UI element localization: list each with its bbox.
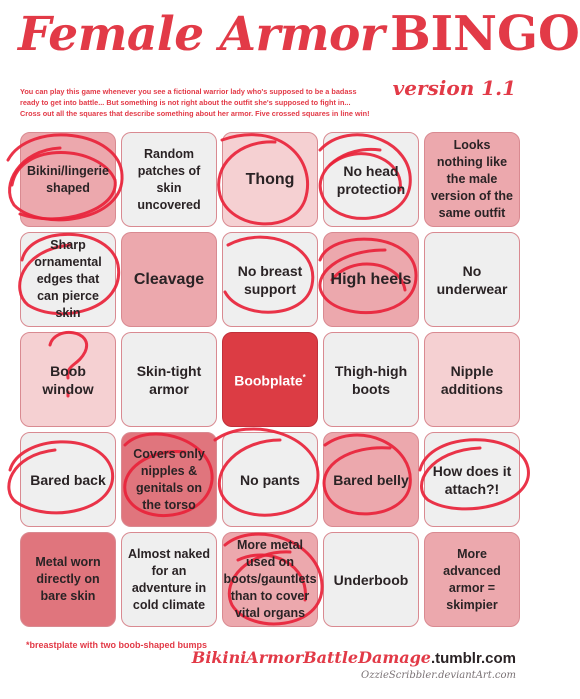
- bingo-grid: [20, 132, 520, 627]
- cell-label: Bikini/lingerie shaped: [27, 163, 109, 195]
- bingo-cell[interactable]: [121, 432, 217, 527]
- bingo-cell[interactable]: [222, 132, 318, 227]
- bingo-cell[interactable]: [323, 432, 419, 527]
- cell-label: More advanced armor = skimpier: [443, 546, 501, 612]
- bingo-cell[interactable]: [222, 232, 318, 327]
- cell-label: No head protection: [336, 162, 406, 197]
- bingo-cell[interactable]: [424, 232, 520, 327]
- cell-label: How does it attach?!: [432, 462, 512, 497]
- bingo-cell[interactable]: [121, 232, 217, 327]
- bingo-cell[interactable]: [424, 132, 520, 227]
- title-script: Female Armor: [18, 7, 385, 62]
- intro-line-1: You can play this game whenever you see a fictional warrior lady who's supposed to be a badass: [20, 87, 357, 96]
- bingo-cell[interactable]: [121, 132, 217, 227]
- page-title: [18, 6, 580, 78]
- bingo-cell[interactable]: [323, 332, 419, 427]
- version-label: version 1.1: [392, 76, 516, 100]
- bingo-cell[interactable]: [424, 532, 520, 627]
- intro-line-2: ready to get into battle... But something is not right about the outfit she's supposed to fight in...: [20, 98, 351, 107]
- bingo-cell[interactable]: [424, 432, 520, 527]
- cell-label: Underboob: [333, 571, 409, 588]
- cell-label: Random patches of skin uncovered: [137, 146, 201, 212]
- cell-label: Skin-tight armor: [136, 362, 202, 397]
- cell-label: Thigh-high boots: [334, 362, 408, 397]
- bingo-cell[interactable]: [323, 232, 419, 327]
- cell-label: Almost naked for an adventure in cold climate: [128, 546, 210, 612]
- cell-label: Boob window: [42, 362, 94, 397]
- footer-credit: OzzieScribbler.deviantArt.com: [361, 670, 516, 681]
- cell-label: No underwear: [436, 262, 508, 297]
- footnote-marker: *: [302, 373, 306, 383]
- cell-label: Nipple additions: [440, 362, 504, 397]
- cell-label: Cleavage: [133, 271, 205, 288]
- cell-label: Covers only nipples & genitals on the torso: [133, 446, 205, 512]
- bingo-cell[interactable]: [20, 532, 116, 627]
- cell-label: No pants: [240, 471, 300, 488]
- intro-text: [20, 86, 415, 119]
- bingo-cell[interactable]: [222, 432, 318, 527]
- cell-label: Looks nothing like the male version of the same outfit: [431, 138, 513, 220]
- bingo-cell[interactable]: [20, 132, 116, 227]
- url-main: BikiniArmorBattleDamage: [191, 648, 431, 667]
- free-space-cell[interactable]: [222, 332, 318, 427]
- footer-url[interactable]: [192, 648, 516, 667]
- cell-label: Thong: [245, 171, 295, 188]
- footnote: *breastplate with two boob-shaped bumps: [26, 640, 208, 650]
- cell-label: Boobplate: [234, 372, 303, 389]
- cell-label: Bared belly: [333, 471, 409, 488]
- bingo-cell[interactable]: [121, 332, 217, 427]
- bingo-cell[interactable]: [20, 432, 116, 527]
- bingo-cell[interactable]: [323, 532, 419, 627]
- cell-label: High heels: [330, 271, 412, 288]
- cell-label: Bared back: [30, 471, 106, 488]
- url-tld: .tumblr.com: [430, 650, 516, 667]
- bingo-cell[interactable]: [222, 532, 318, 627]
- cell-label: Sharp ornamental edges that can pierce skin: [34, 238, 102, 320]
- intro-line-3: Cross out all the squares that describe something about her armor. Five crossed squares in line win!: [20, 109, 370, 118]
- cell-label: No breast support: [237, 262, 303, 297]
- cell-label: More metal used on boots/gauntlets than to cover vital organs: [223, 538, 317, 620]
- bingo-cell[interactable]: [424, 332, 520, 427]
- bingo-cell[interactable]: [121, 532, 217, 627]
- bingo-cell[interactable]: [20, 232, 116, 327]
- bingo-cell[interactable]: [323, 132, 419, 227]
- title-bingo: BINGO: [390, 6, 580, 62]
- bingo-cell[interactable]: [20, 332, 116, 427]
- cell-label: Metal worn directly on bare skin: [35, 555, 101, 603]
